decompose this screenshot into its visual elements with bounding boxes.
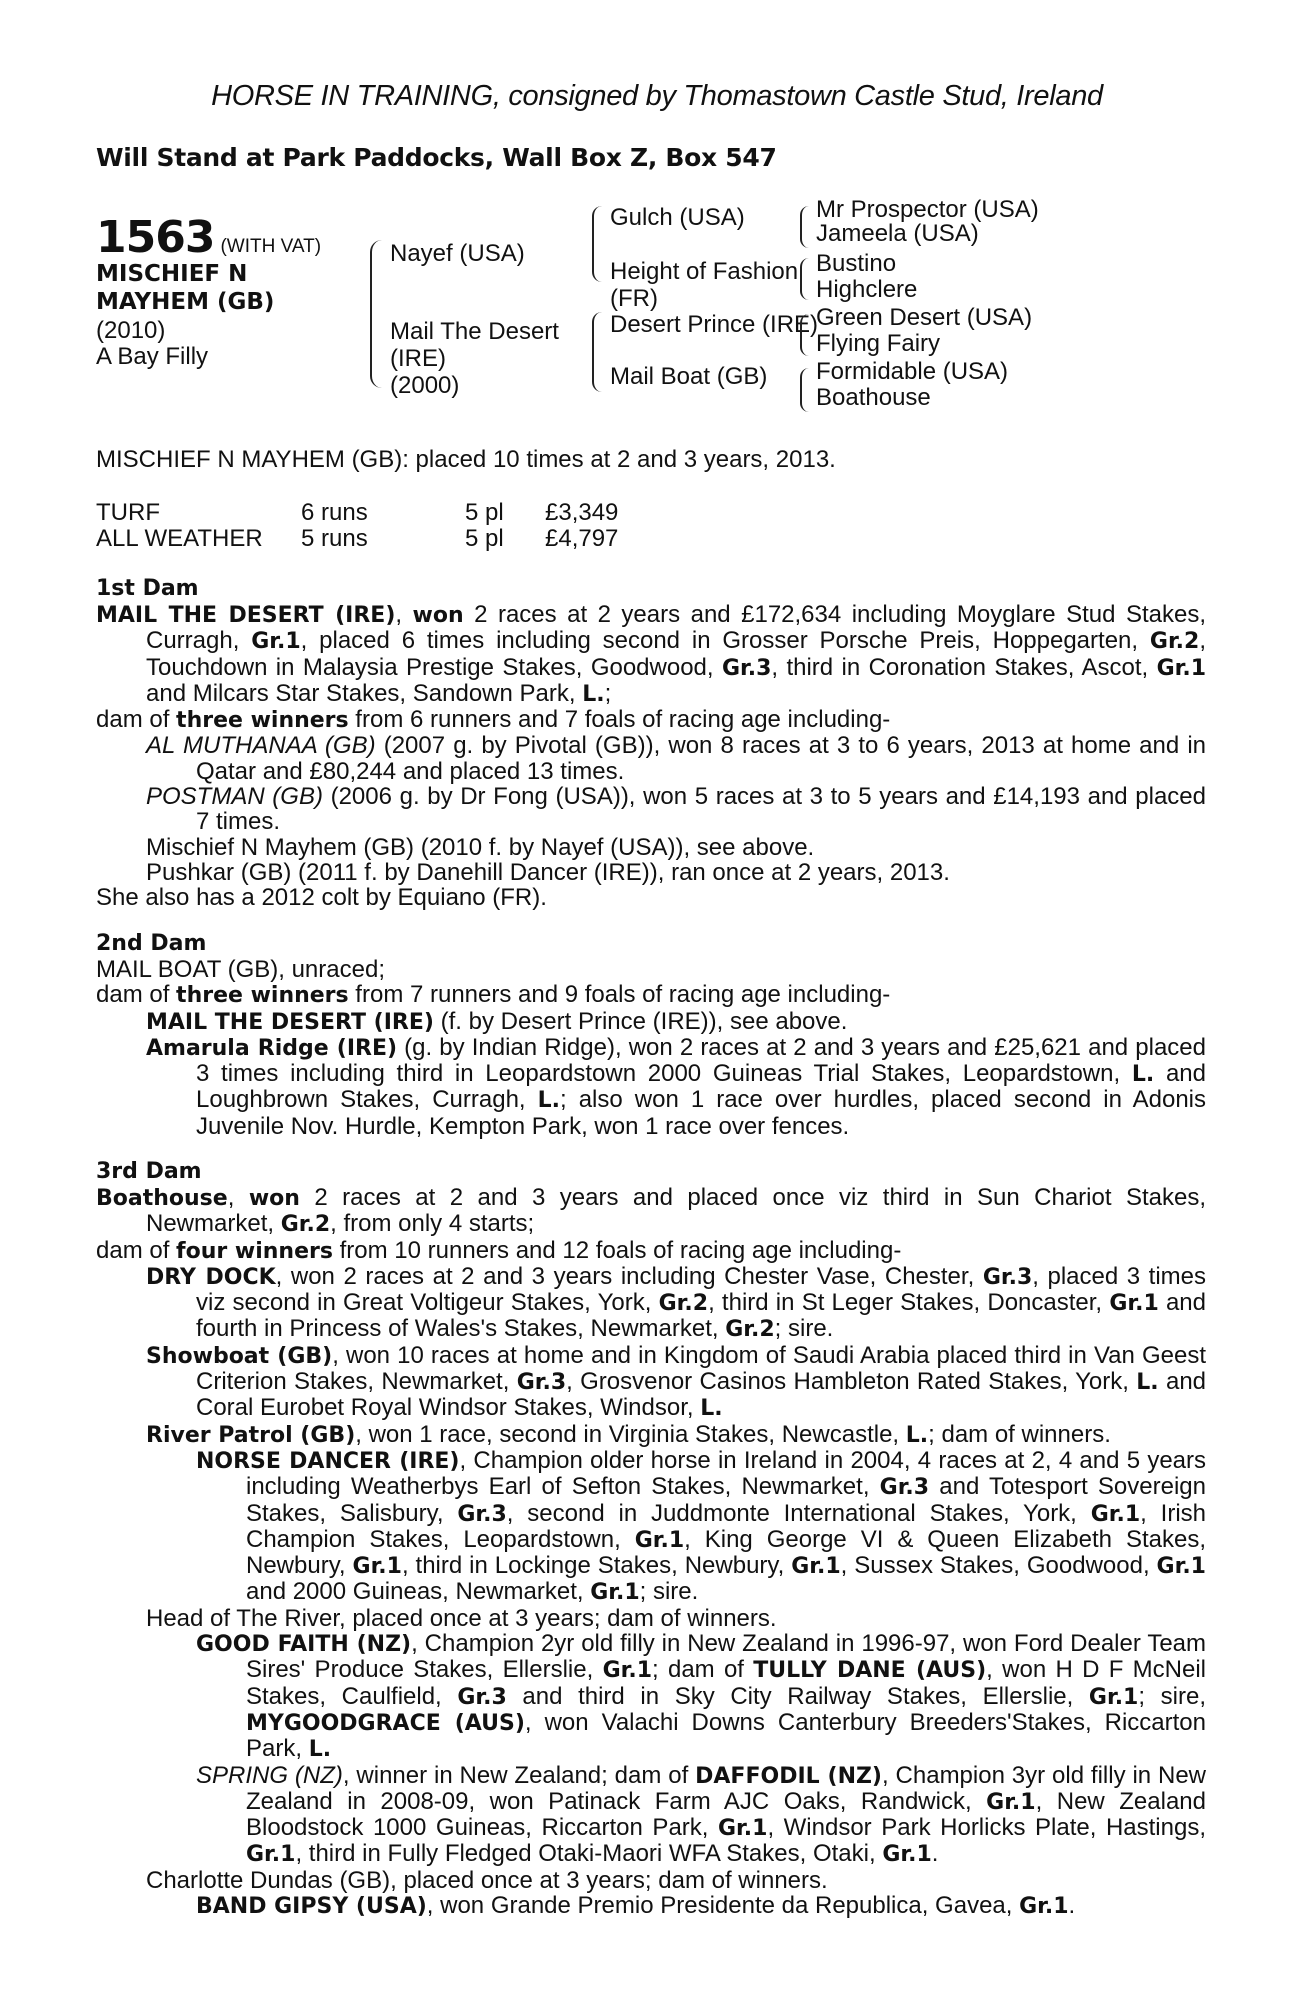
section-heading: 3rd Dam (96, 1159, 202, 1184)
t: , third in St Leger Stakes, Doncaster, (708, 1289, 1110, 1317)
grade: Gr.1 (791, 1554, 841, 1580)
sires-dam-line2: (FR) (610, 285, 658, 312)
horse-name: DRY DOCK (146, 1264, 276, 1290)
grade: Gr.3 (721, 655, 772, 681)
dam-line2: (IRE) (390, 345, 446, 372)
sire: Nayef (USA) (390, 240, 525, 267)
brace-g3-4 (800, 368, 809, 412)
record-surface: TURF (96, 499, 160, 526)
t: ; also won 1 race over hurdles, placed second in Adonis Juvenile Nov. Hurdle, Kempton Park, won 1 race over fences. (196, 1086, 1207, 1140)
t: , New Zealand Bloodstock 1000 Guineas, Riccarton Park, (246, 1787, 1206, 1842)
horse-name: River Patrol (GB) (146, 1422, 356, 1448)
ssd: Jameela (USA) (816, 220, 979, 247)
produce-summary (96, 982, 1206, 1008)
grade: L. (905, 1422, 929, 1448)
t: , (227, 1184, 249, 1211)
horse-name-line1: MISCHIEF N (96, 261, 248, 287)
t: , won H D F McNeil Stakes, Caulfield, (246, 1656, 1207, 1710)
t: , won 2 races at 2 and 3 years including Chester Vase, Chester, (275, 1262, 983, 1290)
sds: Bustino (816, 250, 897, 277)
t: , placed 6 times including second in Grosser Porsche Preis, Hoppegarten, (300, 627, 1150, 655)
horse-name: Amarula Ridge (IRE) (146, 1035, 398, 1061)
grade: L. (1136, 1370, 1159, 1396)
produce-note: She also has a 2012 colt by Equiano (FR). (96, 884, 547, 912)
grade: Gr.1 (986, 1789, 1036, 1815)
dam-name: MAIL THE DESERT (IRE) (96, 603, 396, 628)
produce-entry (96, 1448, 1206, 1606)
t: ; sire. (774, 1315, 834, 1343)
t: , winner in New Zealand; dam of (342, 1761, 696, 1789)
t: and 2000 Guineas, Newmarket, (246, 1578, 591, 1606)
dams-dam: Mail Boat (GB) (610, 363, 768, 390)
dam-entry (96, 602, 1206, 707)
t: dam of (96, 706, 177, 734)
produce-entry (96, 1763, 1206, 1868)
produce-entry: Charlotte Dundas (GB), placed once at 3 years; dam of winners. (146, 1866, 828, 1894)
t: , won Valachi Downs Canterbury Breeders'Stakes, Riccarton Park, (246, 1708, 1206, 1763)
brace-g3-2 (800, 258, 809, 300)
dam-entry (96, 1185, 1206, 1238)
t: from 10 runners and 12 foals of racing age including- (332, 1236, 902, 1264)
grade: Gr.1 (1019, 1894, 1069, 1920)
horse-name: TULLY DANE (AUS) (753, 1658, 987, 1684)
grade: Gr.1 (1090, 1501, 1141, 1527)
ddd: Boathouse (816, 384, 931, 411)
sires-dam (610, 258, 798, 312)
t: , Windsor Park Horlicks Plate, Hastings, (767, 1814, 1206, 1842)
dam-name: Boathouse (96, 1186, 228, 1211)
t: three winners (176, 983, 349, 1009)
produce-entry: Pushkar (GB) (2011 f. by Danehill Dancer (IRE)), ran once at 2 years, 2013. (146, 858, 950, 886)
produce-entry: Mischief N Mayhem (GB) (2010 f. by Nayef (USA)), see above. (146, 833, 815, 861)
grade: Gr.1 (590, 1580, 640, 1606)
t: (2006 g. by Dr Fong (USA)), won 5 races at 3 to 5 years and £14,193 and placed 7 times. (196, 783, 1206, 836)
t: from 6 runners and 7 foals of racing age including- (348, 706, 891, 734)
record-prize: £4,797 (545, 525, 619, 552)
t: 2 races at 2 years and £172,634 including Moyglare Stud Stakes, Curragh, (146, 601, 1206, 655)
t: and Coral Eurobet Royal Windsor Stakes, Windsor, (196, 1368, 1207, 1422)
t: , Grosvenor Casinos Hambleton Rated Stakes, York, (566, 1368, 1137, 1396)
t: , placed 3 times viz second in Great Voltigeur Stakes, York, (196, 1262, 1207, 1317)
grade: Gr.1 (602, 1658, 653, 1684)
grade: Gr.2 (1149, 629, 1200, 655)
t: ; sire. (639, 1578, 699, 1606)
dsd: Flying Fairy (816, 330, 941, 357)
t: , third in Coronation Stakes, Ascot, (771, 653, 1157, 681)
record-prize: £3,349 (545, 499, 619, 526)
t: won (248, 1186, 300, 1211)
horse-name (96, 260, 274, 316)
t: and third in Sky City Railway Stakes, Ellerslie, (506, 1682, 1089, 1710)
grade: Gr.1 (634, 1527, 685, 1553)
dams-sire: Desert Prince (IRE) (610, 311, 819, 338)
t: and fourth in Princess of Wales's Stakes, Newmarket, (196, 1289, 1206, 1343)
produce-entry (96, 1009, 1206, 1035)
t: , won Grande Premio Presidente da Republica, Gavea, (426, 1892, 1020, 1920)
t: four winners (176, 1238, 333, 1264)
horse-name: SPRING (NZ) (196, 1761, 343, 1789)
grade: L. (582, 681, 605, 707)
t: dam of (96, 1236, 177, 1264)
t: , from only 4 starts; (330, 1210, 535, 1238)
t: , third in Fully Fledged Otaki-Maori WFA Stakes, Otaki, (295, 1840, 883, 1868)
grade: Gr.1 (1156, 655, 1206, 681)
grade: L. (700, 1396, 723, 1422)
t: won (412, 603, 464, 628)
horse-name: NORSE DANCER (IRE) (196, 1448, 460, 1474)
horse-name: BAND GIPSY (USA) (196, 1894, 427, 1920)
t: , Irish Champion Stakes, Leopardstown, (246, 1499, 1206, 1553)
horse-name: Showboat (GB) (146, 1343, 333, 1369)
first-dam-section (96, 576, 1206, 911)
t: dam of (96, 981, 177, 1009)
grade: Gr.3 (516, 1370, 567, 1396)
stand-location: Will Stand at Park Paddocks, Wall Box Z, Box 547 (96, 143, 777, 172)
record-placed: 5 pl (465, 499, 504, 526)
produce-entry (96, 1264, 1206, 1343)
t: , (395, 601, 413, 628)
sire-parents-brace (592, 206, 602, 282)
t: ; dam of winners. (928, 1420, 1111, 1448)
grade: Gr.1 (882, 1842, 932, 1868)
horse-name: GOOD FAITH (NZ) (196, 1632, 412, 1658)
sires-sire: Gulch (USA) (610, 204, 745, 231)
grade: L. (308, 1737, 332, 1763)
grade: Gr.1 (246, 1842, 296, 1868)
dss: Green Desert (USA) (816, 304, 1033, 331)
t: , won 10 races at home and in Kingdom of Saudi Arabia placed third in Van Geest Criterion Stakes, Newmarket, (196, 1341, 1207, 1396)
t: , Touchdown in Malaysia Prestige Stakes, Goodwood, (146, 627, 1206, 681)
t: , King George VI & Queen Elizabeth Stakes, Newbury, (246, 1525, 1206, 1580)
horse-name: POSTMAN (GB) (146, 783, 323, 811)
t: and Milcars Star Stakes, Sandown Park, (146, 679, 583, 707)
grade: Gr.1 (1109, 1291, 1159, 1317)
sss: Mr Prospector (USA) (816, 196, 1039, 223)
t: . (1068, 1892, 1076, 1920)
t: ; (604, 679, 612, 707)
t: (f. by Desert Prince (IRE)), see above. (433, 1007, 848, 1035)
grade: Gr.2 (725, 1317, 775, 1343)
record-runs: 6 runs (301, 499, 368, 526)
dds: Formidable (USA) (816, 358, 1009, 385)
record-surface: ALL WEATHER (96, 525, 263, 552)
sires-dam-line1: Height of Fashion (610, 258, 799, 285)
vat-note: (WITH VAT) (220, 236, 322, 257)
section-heading: 2nd Dam (96, 931, 207, 956)
pedigree-block (96, 196, 1276, 430)
race-summary: MISCHIEF N MAYHEM (GB): placed 10 times at 2 and 3 years, 2013. (96, 446, 836, 473)
second-dam-section (96, 931, 1206, 1139)
t: and Totesport Sovereign Stakes, Salisbury, (246, 1473, 1206, 1527)
produce-summary (96, 1238, 1206, 1264)
t: . (931, 1840, 939, 1868)
t: , Champion 2yr old filly in New Zealand in 1996-97, won Ford Dealer Team Sires' Produce Stakes, Ellerslie, (246, 1630, 1207, 1684)
horse-description: A Bay Filly (96, 343, 209, 370)
produce-entry (96, 733, 1206, 784)
produce-entry (96, 1631, 1206, 1762)
horse-name: MAIL THE DESERT (IRE) (146, 1009, 434, 1035)
lot-number: 1563 (96, 212, 215, 263)
foaling-year: (2010) (96, 317, 166, 344)
t: from 7 runners and 9 foals of racing age including- (348, 981, 891, 1009)
brace-g3-3 (800, 314, 809, 356)
grade: Gr.2 (280, 1212, 331, 1238)
horse-name-line2: MAYHEM (GB) (96, 289, 275, 315)
produce-entry: Head of The River, placed once at 3 years; dam of winners. (146, 1604, 777, 1632)
grade: L. (1131, 1062, 1155, 1088)
dam-entry: MAIL BOAT (GB), unraced; (96, 956, 385, 983)
section-heading: 1st Dam (96, 576, 199, 601)
grade: Gr.3 (457, 1684, 507, 1710)
horse-name: DAFFODIL (NZ) (695, 1763, 882, 1789)
t: , Champion older horse in Ireland in 2004, 4 races at 2, 4 and 5 years including Weatherbys Earl of Sefton Stakes, Newmarket, (246, 1446, 1207, 1501)
t: , third in Lockinge Stakes, Newbury, (401, 1552, 792, 1580)
produce-entry (96, 1422, 1206, 1448)
consignor-heading: HORSE IN TRAINING, consigned by Thomastown Castle Stud, Ireland (211, 80, 1103, 112)
grade: Gr.1 (1156, 1554, 1206, 1580)
dam-line1: Mail The Desert (390, 318, 559, 345)
grade: Gr.2 (658, 1291, 709, 1317)
grade: Gr.1 (718, 1816, 768, 1842)
t: , Sussex Stakes, Goodwood, (840, 1552, 1157, 1580)
produce-entry (96, 1343, 1206, 1422)
grade: L. (537, 1088, 561, 1114)
brace-g3-1 (800, 206, 809, 248)
produce-entry (96, 1893, 1206, 1919)
t: 2 races at 2 and 3 years and placed once viz third in Sun Chariot Stakes, Newmarket, (146, 1184, 1206, 1238)
horse-name: AL MUTHANAA (GB) (146, 732, 376, 760)
sdd: Highclere (816, 276, 918, 303)
t: ; sire, (1138, 1682, 1206, 1710)
t: and Loughbrown Stakes, Curragh, (196, 1060, 1206, 1114)
produce-summary (96, 707, 1206, 733)
t: (2007 g. by Pivotal (GB)), won 8 races at 3 to 6 years, 2013 at home and in Qatar and £80,244 and placed 13 times. (196, 732, 1207, 785)
produce-entry (96, 784, 1206, 835)
t: , second in Juddmonte International Stakes, York, (506, 1499, 1091, 1527)
dam-parents-brace (592, 312, 602, 392)
record-runs: 5 runs (301, 525, 368, 552)
t: , won 1 race, second in Virginia Stakes, Newcastle, (355, 1420, 906, 1448)
third-dam-section (96, 1159, 1206, 1919)
horse-name: MYGOODGRACE (AUS) (246, 1710, 525, 1736)
grade: Gr.3 (982, 1264, 1033, 1290)
grade: Gr.1 (352, 1554, 402, 1580)
dam-line3: (2000) (390, 372, 460, 399)
produce-entry (96, 1035, 1206, 1139)
t: , Champion 3yr old filly in New Zealand in 2008-09, won Patinack Farm AJC Oaks, Randwick, (246, 1761, 1207, 1815)
t: three winners (176, 708, 349, 734)
grade: Gr.1 (251, 629, 301, 655)
dam (390, 318, 559, 399)
t: (g. by Indian Ridge), won 2 races at 2 and 3 years and £25,621 and placed 3 times including third in Leopardstown 2000 Guineas Trial Stakes, Leopardstown, (196, 1033, 1206, 1088)
lot-number-line (96, 212, 321, 263)
grade: Gr.3 (879, 1475, 930, 1501)
sire-dam-brace (370, 240, 382, 388)
grade: Gr.3 (457, 1501, 507, 1527)
record-placed: 5 pl (465, 525, 504, 552)
grade: Gr.1 (1088, 1684, 1139, 1710)
t: ; dam of (652, 1656, 754, 1684)
